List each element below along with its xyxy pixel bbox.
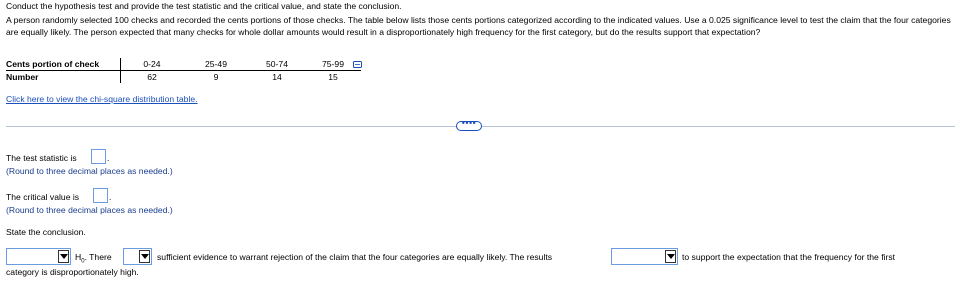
chevron-down-icon [58, 250, 69, 263]
h0-label [75, 252, 112, 265]
test-statistic-hint: (Round to three decimal places as needed.) [6, 166, 173, 176]
conclusion-end-text: to support the expectation that the frequency for the first [682, 252, 896, 262]
instructions-text: Conduct the hypothesis test and provide the test statistic and the critical value, and state the conclusion. [6, 1, 402, 11]
support-dropdown[interactable] [611, 248, 678, 265]
row-header-cents: Cents portion of check [6, 58, 121, 71]
table-cell: 62 [147, 72, 157, 82]
table-cell: 14 [272, 72, 282, 82]
table-row [6, 58, 361, 71]
critical-value-label: The critical value is [6, 192, 80, 202]
conclusion-mid-text: sufficient evidence to warrant rejection of the claim that the four categories are equally likely. The results [157, 252, 553, 262]
more-dots: •••• [461, 118, 477, 128]
conclusion-wrap-text: category is disproportionately high. [6, 267, 139, 277]
chi-square-table-link[interactable]: Click here to view the chi-square distribution table. [6, 94, 198, 104]
critical-value-hint: (Round to three decimal places as needed.) [6, 205, 173, 215]
test-statistic-label: The test statistic is [6, 153, 77, 163]
problem-text: A person randomly selected 100 checks and recorded the cents portions of those checks. The table below lists those cents portions categorized according to the indicated values. Use a 0.025 significance level to test the claim that the four categories are equally likely. The person expected that many checks for whole dollar amounts would result in a disproportionately high frequency for the first category, but do the results support that expectation? [6, 15, 951, 37]
column-header: 50-74 [249, 58, 305, 71]
evidence-dropdown[interactable] [123, 248, 152, 265]
copy-table-icon[interactable] [353, 61, 362, 68]
column-header: 0-24 [121, 58, 184, 71]
chevron-down-icon [139, 250, 150, 263]
expand-more-button[interactable] [456, 118, 482, 131]
data-table [6, 58, 361, 83]
critical-value-suffix: . [109, 192, 112, 202]
h0-subscript: 0 [81, 258, 85, 265]
column-header: 25-49 [183, 58, 249, 71]
table-row [6, 71, 361, 84]
column-header: 75-99 [305, 58, 361, 71]
test-statistic-input[interactable] [91, 149, 106, 164]
table-cell: 15 [328, 72, 338, 82]
row-header-number: Number [6, 71, 121, 84]
table-cell: 9 [213, 72, 219, 82]
there-text: . There [84, 252, 112, 262]
h0-letter: H [75, 252, 82, 262]
conclusion-prompt: State the conclusion. [6, 227, 86, 237]
decision-dropdown[interactable] [6, 248, 71, 265]
test-statistic-suffix: . [107, 153, 110, 163]
critical-value-input[interactable] [93, 188, 108, 203]
chevron-down-icon [665, 250, 676, 263]
